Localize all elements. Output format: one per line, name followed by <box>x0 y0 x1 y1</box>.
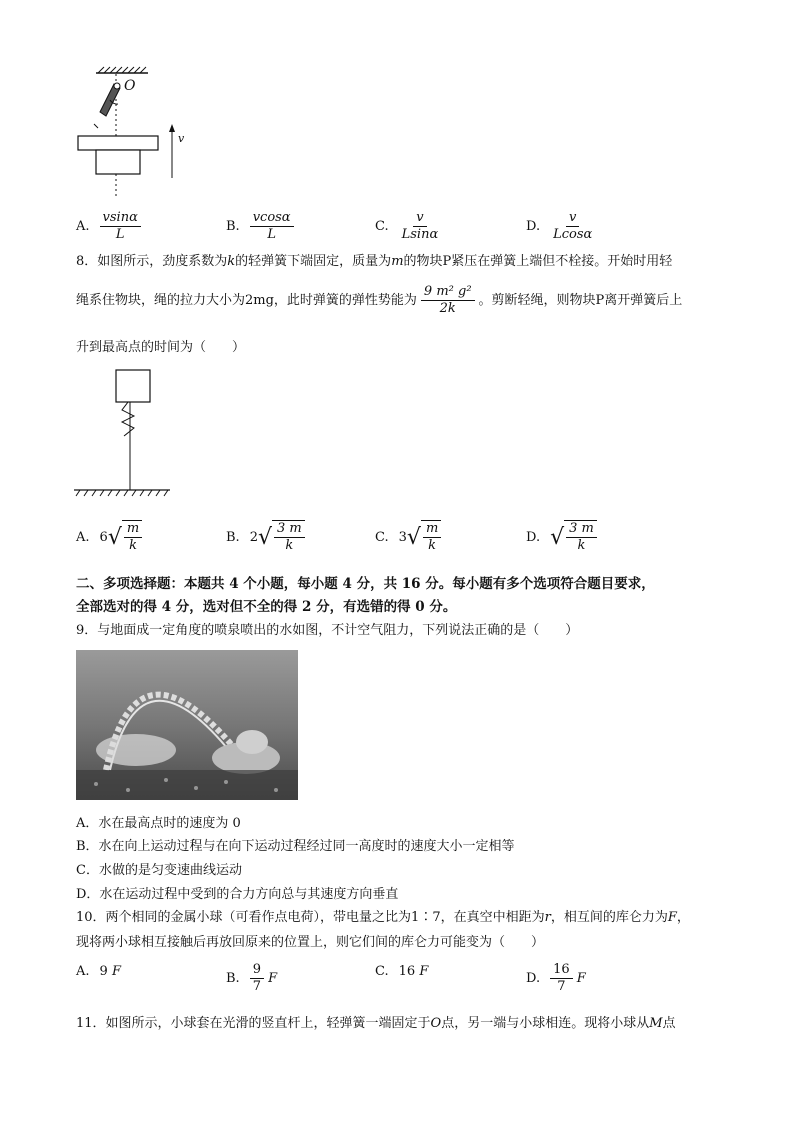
fraction: $\frac{vsin\alpha}{L}$ <box>100 210 141 243</box>
option-label: B. <box>226 219 240 234</box>
q10-stem-line2: 现将两小球相互接触后再放回原来的位置上，则它们间的库仑力可能变为（ ） <box>76 935 545 950</box>
sqrt: √ $\frac{3 m}{k}$ <box>550 520 597 554</box>
q8-stem-line2: 绳系住物块，绳的拉力大小为2mg，此时弹簧的弹性势能为 $\frac{\text{9 m² g²}}{2k}$ 。剪断轻绳，则物块P离开弹簧后上 <box>76 284 683 316</box>
q9-stem: 9．与地面成一定角度的喷泉喷出的水如图，不计空气阻力，下列说法正确的是（ ） <box>76 623 579 638</box>
q9-option-a[interactable]: A．水在最高点时的速度为 0 <box>76 816 241 831</box>
energy-fraction: $\frac{\text{9 m² g²}}{2k}$ <box>421 284 475 317</box>
q9-option-b[interactable]: B．水在向上运动过程与在向下运动过程经过同一高度时的速度大小一定相等 <box>76 839 515 854</box>
coefficient: 16 <box>398 964 416 979</box>
option-label: A. <box>76 529 90 545</box>
option-label: D. <box>526 219 541 234</box>
q8-option-c[interactable] <box>375 520 441 554</box>
q7-option-d[interactable] <box>526 210 595 243</box>
q8-option-a[interactable] <box>76 520 142 554</box>
option-label: C. <box>375 219 389 234</box>
section2-heading-line2: 全部选对的得 4 分，选对但不全的得 2 分，有选错的得 0 分。 <box>76 599 457 615</box>
option-label: C. <box>375 964 389 979</box>
fig7-label-v: v <box>178 132 185 145</box>
option-label: C. <box>375 529 389 545</box>
coefficient: 6 <box>99 529 108 545</box>
q10-option-c[interactable]: C. 16 F <box>375 964 429 979</box>
option-label: D. <box>526 529 541 545</box>
option-label: B. <box>226 529 240 545</box>
q10-option-a[interactable]: A. 9 F <box>76 964 121 979</box>
sqrt: √ $\frac{m}{k}$ <box>407 520 441 554</box>
q11-stem: 11．如图所示，小球套在光滑的竖直杆上，轻弹簧一端固定于O点，另一端与小球相连。现将小球从M点 <box>76 1016 676 1031</box>
option-label: B. <box>226 971 240 986</box>
fraction: $\frac{vcos\alpha}{L}$ <box>250 210 294 243</box>
q7-option-a[interactable] <box>76 210 141 243</box>
coefficient: 2 <box>249 529 258 545</box>
option-label: D. <box>526 971 541 986</box>
q9-option-d[interactable]: D．水在运动过程中受到的合力方向总与其速度方向垂直 <box>76 887 399 902</box>
q7-option-c[interactable] <box>375 210 441 243</box>
fraction: $\frac{9}{7}$ <box>250 962 264 995</box>
option-label: A. <box>76 219 90 234</box>
fraction: $\frac{v}{Lsin\alpha}$ <box>401 210 439 242</box>
q8-stem-line3: 升到最高点的时间为（ ） <box>76 340 246 355</box>
fig7-label-o: O <box>124 78 136 94</box>
section2-heading-line1: 二、多项选择题：本题共 4 个小题，每小题 4 分，共 16 分。每小题有多个选项符合题目要求， <box>76 576 655 592</box>
sqrt: √ $\frac{3 m}{k}$ <box>258 520 305 554</box>
q7-option-b[interactable] <box>226 210 294 243</box>
q10-stem-line1: 10．两个相同的金属小球（可看作点电荷），带电量之比为1∶7，在真空中相距为r，相互间的库仑力为F， <box>76 910 690 925</box>
fraction: $\frac{16}{7}$ <box>550 962 573 995</box>
q8-figure <box>72 366 172 502</box>
q9-option-c[interactable]: C．水做的是匀变速曲线运动 <box>76 863 242 878</box>
q10-option-b[interactable]: B. $\frac{9}{7}$ F <box>226 962 278 994</box>
q8-stem-line1: 8．如图所示，劲度系数为k的轻弹簧下端固定，质量为m的物块P紧压在弹簧上端但不栓接。开始时用轻 <box>76 254 673 269</box>
coefficient: 3 <box>398 529 407 545</box>
fraction: $\frac{v}{Lcos\alpha}$ <box>553 210 593 242</box>
q8-option-b[interactable] <box>226 520 305 554</box>
sqrt: √ $\frac{m}{k}$ <box>108 520 142 554</box>
fountain-photo <box>76 650 298 800</box>
q8-option-d[interactable] <box>526 520 597 554</box>
coefficient: 9 <box>99 964 108 979</box>
option-label: A. <box>76 964 90 979</box>
q10-option-d[interactable]: D. $\frac{16}{7}$ F <box>526 962 586 994</box>
